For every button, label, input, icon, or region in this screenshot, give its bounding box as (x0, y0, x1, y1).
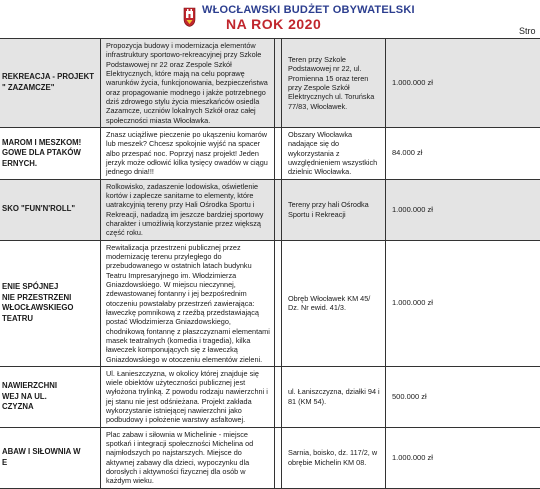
project-name-cell (0, 427, 101, 488)
table-row (0, 366, 540, 427)
table-row (0, 127, 540, 179)
project-name-cell (0, 39, 101, 128)
project-description: Rewitalizacja przestrzeni publicznej przez modernizację terenu przyległego do przebudowanego w ostatnich latach budynku Teatru Impresaryjnego im. Włodzimierza Gniazdowskiego. W miejscu nieczynnej, zdewastowanej fontanny i jej bezpośrednim otoczeniu powstałaby przestrzeń zawierająca: ławeczkę pomnikową z rzeźbą przedstawiającą postać Włodzimierza Gniazdowskiego, chodnikową fontannę z płaszczyznami elementami masek teatralnych (komedia i tragedia), kilka ławeczek komponujących się z ławeczką Gniazdowskiego w otoczeniu elementów zieleni. (101, 240, 275, 366)
project-name: REKREACJA - PROJEKT " ZAZAMCZE" (2, 72, 96, 93)
project-location: Teren przy Szkole Podstawowej nr 22, ul. Promienna 15 oraz teren przy Zespole Szkół Elektrycznych ul. Toruńska 77/83, Włocławek. (282, 39, 386, 128)
project-cost: 1.000.000 zł (386, 427, 540, 488)
page-label: Stro (519, 26, 536, 36)
project-cost: 84.000 zł (386, 127, 540, 179)
project-description: Plac zabaw i siłownia w Michelinie - miejsce spotkań i integracji społeczności Michelina od najmłodszych po najstarszych. Miejsce do aktywnej zabawy dla dzieci, wypoczynku dla dorosłych i aktywności fizycznej dla osób w każdym wieku. (101, 427, 275, 488)
document-header (0, 0, 540, 40)
table-row (0, 179, 540, 240)
project-location: Obszary Włocławka nadające się do wykorzystania z uwzględnieniem wszystkich dzielnic Włocławka. (282, 127, 386, 179)
table-row (0, 427, 540, 488)
project-description: Propozycja budowy i modernizacja elementów infrastruktury sportowo-rekreacyjnej przy Szkole Podstawowej nr 22 oraz Zespole Szkół Elektrycznych, które mają na celu poprawę warunków życia, funkcjonowania, bezpieczeństwa oraz propagowanie modnego i jakże potrzebnego dziś zdrowego stylu życia mieszkańców osiedla Zazamcze, uczniów lokalnych Szkół oraz całej społeczności miasta Włocławka. (101, 39, 275, 128)
project-name: SKO "FUN'N'ROLL" (2, 204, 96, 215)
table-cell-blank (275, 240, 282, 366)
table-cell-blank (275, 366, 282, 427)
document-title: WŁOCŁAWSKI BUDŻET OBYWATELSKI (202, 4, 415, 16)
project-location: ul. Łaniszczyzna, działki 94 i 81 (KM 54). (282, 366, 386, 427)
project-name: ABAW I SIŁOWNIA W E (2, 447, 96, 468)
table-row (0, 240, 540, 366)
project-description: Ul. Łanieszczyzna, w okolicy której znajduje się wiele obiektów użyteczności publicznej jest wyłożona trylinką. Z powodu rodzaju nawierzchni i jej stanu nie jest odśnieżana. Projekt zakłada wykorzystanie istniejącej nawierzchni jako podbudowy i położenie warstwy asfaltowej. (101, 366, 275, 427)
project-name-cell (0, 179, 101, 240)
table-cell-blank (275, 127, 282, 179)
projects-table (0, 38, 540, 489)
table-cell-blank (275, 427, 282, 488)
table-cell-blank (275, 179, 282, 240)
table-row (0, 39, 540, 128)
project-name-cell (0, 127, 101, 179)
project-name-cell (0, 366, 101, 427)
project-cost: 1.000.000 zł (386, 240, 540, 366)
project-name: MAROM I MESZKOM! GOWE DLA PTAKÓW ERNYCH. (2, 138, 96, 170)
project-cost: 1.000.000 zł (386, 179, 540, 240)
project-location: Sarnia, boisko, dz. 117/2, w obrębie Michelin KM 08. (282, 427, 386, 488)
city-coat-of-arms-icon (183, 7, 196, 27)
project-cost: 1.000.000 zł (386, 39, 540, 128)
project-name: ENIE SPÓJNEJ NIE PRZESTRZENI WŁOCŁAWSKIEGO TEATRU (2, 282, 96, 324)
project-location: Obręb Włocławek KM 45/ Dz. Nr ewid. 41/3. (282, 240, 386, 366)
project-description: Rolkowisko, zadaszenie lodowiska, oświetlenie kortów i zaplecze sanitarne to elementy, które uatrakcyjnią tereny przy Hali Ośrodka Sportu i Rekreacji, nadadzą im jeszcze bardziej sportowy charakter i umożliwią korzystanie przez większą część roku. (101, 179, 275, 240)
document-subtitle-year: NA ROK 2020 (226, 16, 321, 32)
project-description: Znasz uciążliwe pieczenie po ukąszeniu komarów lub meszek? Chcesz spokojnie wyjść na spacer albo przespać noc. Poprzyj nasz projekt! Jeden jerzyk może odłowić kilka tysięcy owadów w ciągu jednego dnia!!! (101, 127, 275, 179)
project-name: NAWIERZCHNI WEJ NA UL. CZYZNA (2, 381, 96, 413)
project-name-cell (0, 240, 101, 366)
project-cost: 500.000 zł (386, 366, 540, 427)
project-location: Tereny przy hali Ośrodka Sportu i Rekreacji (282, 179, 386, 240)
table-cell-blank (275, 39, 282, 128)
